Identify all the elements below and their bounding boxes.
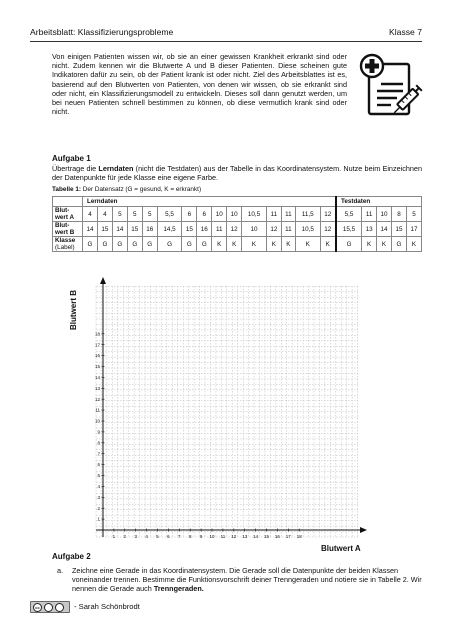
blutwert-b-learn-cell: 14 (112, 222, 127, 237)
page-header (30, 27, 422, 41)
row-label-klasse: Klasse (Label) (53, 237, 83, 252)
x-tick-label: 17 (285, 534, 291, 539)
blutwert-a-learn-cell: 6 (182, 207, 197, 222)
x-tick-label: 6 (167, 534, 170, 539)
task1-text-prefix: Übertrage die (52, 164, 99, 173)
y-tick-label: 9 (97, 429, 100, 435)
blutwert-a-learn-cell: 10 (212, 207, 227, 222)
blutwert-a-learn-cell: 11,5 (295, 207, 320, 222)
blutwert-b-test-cell: 13 (362, 222, 377, 237)
blutwert-b-learn-cell: 15 (127, 222, 142, 237)
klasse-learn-cell: G (97, 237, 112, 252)
x-tick-label: 10 (209, 534, 215, 539)
blutwert-b-learn-cell: 10 (242, 222, 267, 237)
task1-text-bold: Lerndaten (98, 164, 134, 173)
blutwert-b-test-cell: 14 (377, 222, 392, 237)
dataset-table (52, 196, 422, 252)
x-tick-label: 4 (145, 534, 148, 539)
y-tick-label: 18 (94, 331, 100, 337)
blutwert-b-learn-cell: 14 (83, 222, 98, 237)
blutwert-b-learn-cell: 15 (182, 222, 197, 237)
header-divider (30, 41, 422, 42)
table-row-blutwert-b (53, 222, 422, 237)
author-credit: - Sarah Schönbrodt (74, 602, 140, 611)
cc-logo-icon: cc (33, 603, 42, 612)
klasse-learn-cell: K (266, 237, 281, 252)
x-tick-label: 15 (263, 534, 270, 539)
blutwert-a-learn-cell: 4 (83, 207, 98, 222)
blutwert-a-learn-cell: 5 (142, 207, 157, 222)
y-tick-label: 4 (97, 484, 100, 489)
blutwert-a-learn-cell: 12 (320, 207, 336, 222)
table-corner-cell (53, 197, 83, 207)
y-tick-label: 10 (94, 418, 100, 424)
y-tick-label: 13 (94, 385, 100, 391)
x-tick-label: 11 (220, 534, 226, 539)
x-tick-label: 3 (134, 534, 137, 539)
y-tick-label: 6 (97, 462, 100, 468)
x-tick-label: 7 (178, 534, 181, 539)
y-tick-label: 1 (97, 516, 100, 522)
creative-commons-license-icon (30, 601, 70, 613)
x-tick-label: 9 (199, 534, 203, 539)
x-axis-arrow-icon (360, 527, 367, 533)
blutwert-a-learn-cell: 10 (227, 207, 242, 222)
y-tick-label: 12 (94, 396, 100, 402)
x-tick-label: 5 (156, 534, 159, 539)
row-label-blutwert-a: Blut- wert A (53, 207, 83, 222)
y-tick-label: 3 (97, 494, 100, 500)
blutwert-b-test-cell: 17 (406, 222, 421, 237)
task1-text (52, 164, 422, 182)
worksheet-title: Arbeitsblatt: Klassifizierungsprobleme (30, 27, 174, 37)
blutwert-a-learn-cell: 5 (112, 207, 127, 222)
x-tick-label: 2 (123, 534, 127, 539)
y-tick-label: 14 (94, 375, 100, 380)
blutwert-b-learn-cell: 10,5 (295, 222, 320, 237)
blutwert-a-learn-cell: 6 (197, 207, 212, 222)
klasse-test-cell: K (406, 237, 421, 252)
task1-title: Aufgabe 1 (52, 154, 91, 163)
blutwert-b-learn-cell: 16 (142, 222, 157, 237)
blutwert-a-test-cell: 5 (406, 207, 421, 222)
task2-item-marker: a. (57, 566, 64, 575)
blutwert-b-learn-cell: 12 (320, 222, 336, 237)
x-tick-label: 12 (231, 534, 237, 539)
blutwert-b-learn-cell: 11 (281, 222, 295, 237)
klasse-learn-cell: G (197, 237, 212, 252)
klasse-learn-cell: G (182, 237, 197, 252)
y-tick-label: 17 (94, 342, 100, 348)
x-tick-label: 18 (296, 534, 302, 539)
blutwert-a-learn-cell: 4 (97, 207, 112, 222)
y-axis-label: Blutwert B (69, 290, 78, 330)
blutwert-b-test-cell: 15,5 (336, 222, 362, 237)
task1-text-rest: (nicht die Testdaten) aus der Tabelle in das Koordinatensystem. Nutze beim Einzeichnen der Datenpunkte für jede Klasse eine eigene Farbe. (52, 164, 422, 183)
y-tick-label: 15 (94, 364, 100, 370)
blutwert-b-test-cell: 15 (392, 222, 407, 237)
table-row-klasse (53, 237, 422, 252)
blutwert-b-learn-cell: 15 (97, 222, 112, 237)
klasse-test-cell: G (392, 237, 407, 252)
y-axis-arrow-icon (100, 277, 106, 284)
klasse-learn-cell: G (112, 237, 127, 252)
y-tick-label: 7 (97, 451, 100, 457)
x-tick-label: 13 (242, 534, 248, 539)
klasse-learn-cell: K (281, 237, 295, 252)
blutwert-a-learn-cell: 10,5 (242, 207, 267, 222)
blutwert-b-learn-cell: 14,5 (157, 222, 182, 237)
x-tick-label: 8 (188, 534, 192, 539)
klasse-test-cell: K (377, 237, 392, 252)
y-tick-label: 5 (97, 473, 100, 479)
table-row-blutwert-a (53, 207, 422, 222)
y-tick-label: 8 (97, 440, 100, 446)
task2-item-a (57, 566, 422, 594)
blutwert-a-test-cell: 8 (392, 207, 407, 222)
klasse-learn-cell: K (295, 237, 320, 252)
intro-paragraph: Von einigen Patienten wissen wir, ob sie an einer gewissen Krankheit erkrankt sind oder nicht. Zudem kennen wir die Blutwerte A und B dieser Patienten. Diese scheinen gute Indikatoren dafür zu sein, ob der Patient krank ist oder nicht. Ziel des Arbeitsblattes ist es, basierend auf den Blutwerten von Patienten, von denen wir wissen, ob sie erkrankt sind oder nicht, ein Klassifizierungsmodell zu entwickeln. Dieses soll dann genutzt werden, um bei neuen Patienten schnell bestimmen zu können, ob diese vermutlich krank sind oder nicht. (52, 52, 347, 117)
blutwert-a-test-cell: 5,5 (336, 207, 362, 222)
blutwert-a-learn-cell: 11 (281, 207, 295, 222)
klasse-test-cell: G (336, 237, 362, 252)
klasse-learn-cell: G (127, 237, 142, 252)
klasse-learn-cell: K (227, 237, 242, 252)
klasse-learn-cell: K (242, 237, 267, 252)
test-data-header: Testdaten (336, 197, 422, 207)
x-tick-label: 14 (253, 534, 259, 539)
blutwert-a-learn-cell: 5 (127, 207, 142, 222)
blutwert-a-learn-cell: 11 (266, 207, 281, 222)
cc-by-icon (44, 603, 53, 612)
klasse-learn-cell: K (212, 237, 227, 252)
table-caption-label: Tabelle 1: (52, 186, 82, 193)
x-tick-label: 16 (274, 534, 280, 539)
blutwert-a-test-cell: 10 (377, 207, 392, 222)
table-caption (52, 186, 201, 193)
learn-data-header: Lerndaten (83, 197, 336, 207)
klasse-learn-cell: K (320, 237, 336, 252)
cc-sa-icon (55, 603, 64, 612)
blutwert-b-learn-cell: 12 (266, 222, 281, 237)
blutwert-b-learn-cell: 12 (227, 222, 242, 237)
x-axis-label: Blutwert A (321, 544, 361, 553)
table-group-header-row (53, 197, 422, 207)
row-label-blutwert-b: Blut- wert B (53, 222, 83, 237)
y-tick-label: 11 (95, 407, 100, 413)
x-tick-label: 1 (112, 534, 116, 539)
klasse-learn-cell: G (157, 237, 182, 252)
blutwert-b-learn-cell: 11 (212, 222, 227, 237)
class-label: Klasse 7 (389, 27, 422, 37)
y-tick-label: 16 (94, 353, 100, 359)
blutwert-a-test-cell: 11 (362, 207, 377, 222)
klasse-learn-cell: G (142, 237, 157, 252)
klasse-test-cell: K (362, 237, 377, 252)
blutwert-a-learn-cell: 5,5 (157, 207, 182, 222)
medical-clipboard-syringe-icon (357, 52, 425, 120)
task2-item-text: Zeichne eine Gerade in das Koordinatensystem. Die Gerade soll die Datenpunkte der beiden Klassen voneinander trennen. Bestimme die Funktionsvorschrift deiner Trenngeraden und notiere sie in Tabelle 2. Wir nennen die Gerade auch Trenngeraden. (72, 566, 422, 594)
table-caption-text: Der Datensatz (G = gesund, K = erkrankt) (81, 186, 202, 193)
klasse-learn-cell: G (83, 237, 98, 252)
blutwert-b-learn-cell: 16 (197, 222, 212, 237)
task2-title: Aufgabe 2 (52, 552, 91, 561)
y-tick-label: 2 (97, 505, 100, 511)
